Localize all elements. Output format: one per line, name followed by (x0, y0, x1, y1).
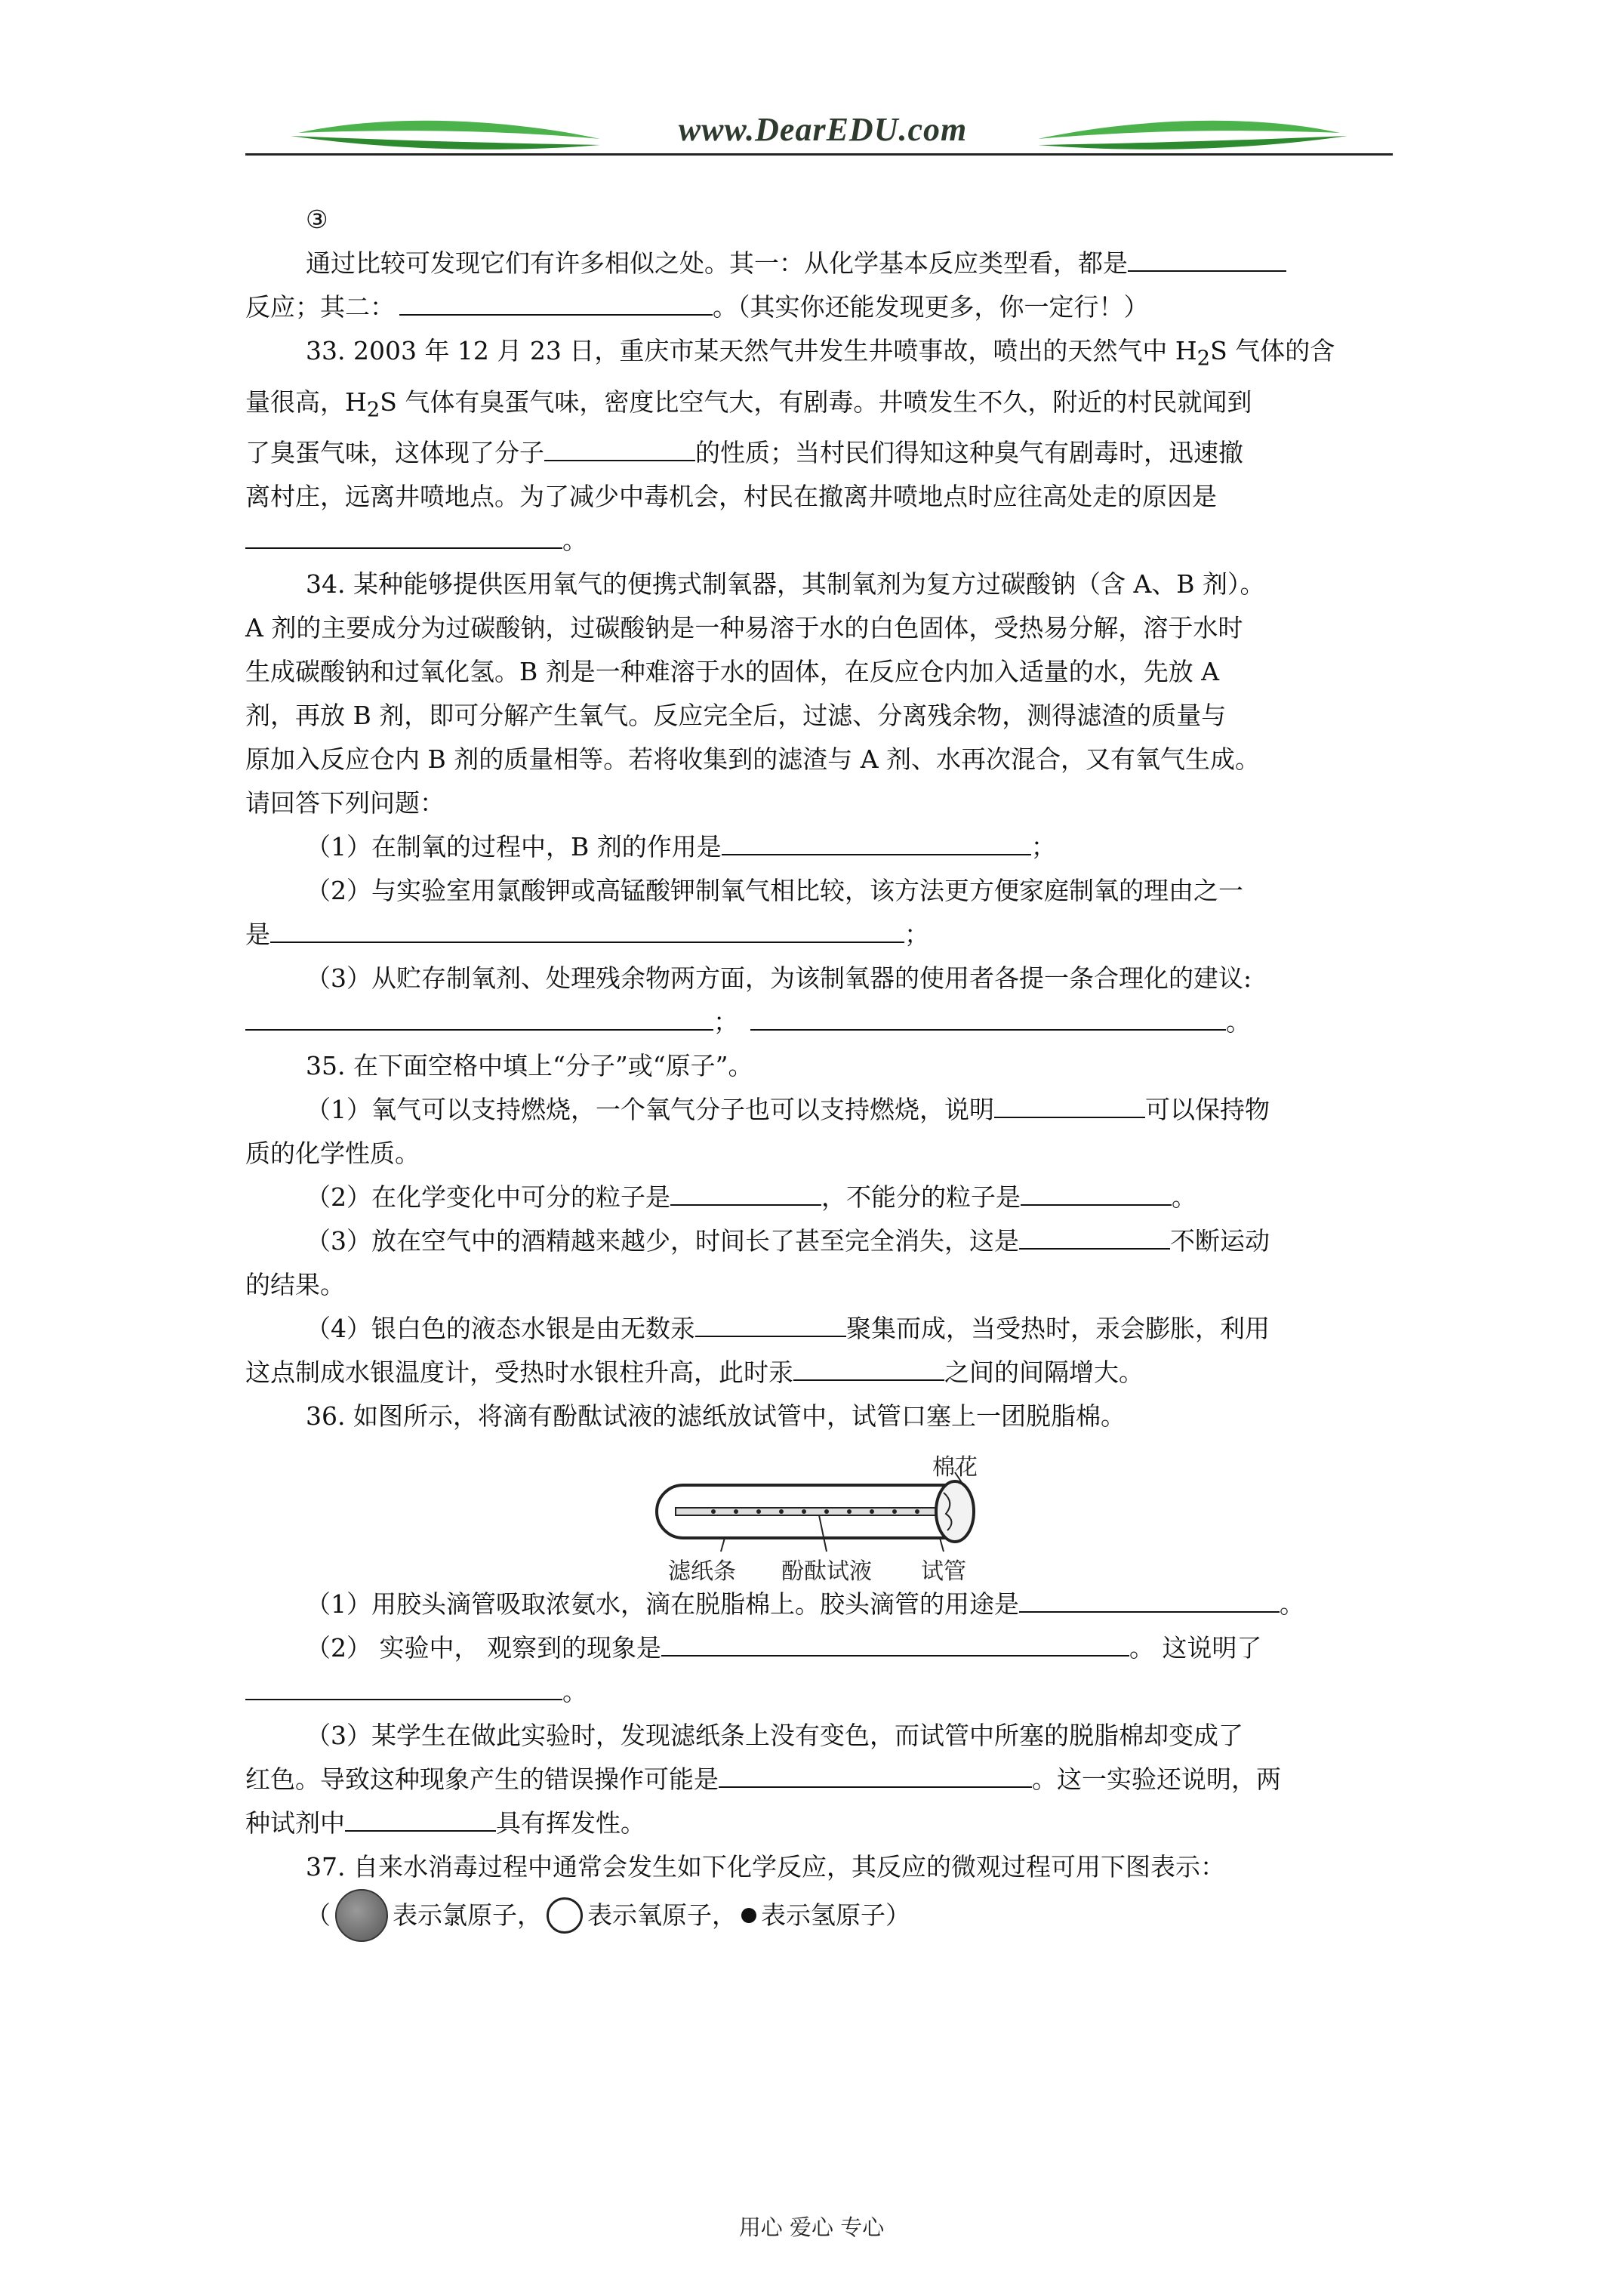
subscript: 2 (366, 397, 380, 422)
q34-sub-2-cont (245, 913, 1393, 957)
q35-sub-4-cont (245, 1351, 1393, 1395)
text: 。 (1280, 1589, 1304, 1620)
q35-sub-3 (245, 1219, 1393, 1263)
answer-blank[interactable] (722, 830, 1031, 855)
q33-line-5 (245, 519, 1393, 562)
answer-blank[interactable] (719, 1762, 1032, 1788)
q34-line-5: 原加入反应仓内 B 剂的质量相等。若将收集到的滤渣与 A 剂、水再次混合，又有氧气生成。 (245, 744, 1261, 775)
text: 具有挥发性。 (496, 1808, 645, 1838)
text: （ (306, 1900, 331, 1931)
site-banner (245, 106, 1393, 165)
answer-blank[interactable] (245, 1005, 713, 1031)
text: 表示氯原子， (393, 1900, 542, 1931)
q36-line-1: 36. 如图所示，将滴有酚酞试液的滤纸放试管中，试管口塞上一团脱脂棉。 (306, 1401, 1126, 1432)
worksheet-body (245, 198, 1393, 1942)
q34-line-6: 请回答下列问题： (245, 788, 445, 818)
q35-sub-1 (245, 1088, 1393, 1132)
answer-blank[interactable] (695, 1311, 846, 1337)
text: ，不能分的粒子是 (821, 1182, 1021, 1213)
q34-line-4: 剂，再放 B 剂，即可分解产生氧气。反应完全后，过滤、分离残余物，测得滤渣的质量与 (245, 701, 1227, 731)
q36-sub-2 (245, 1626, 1393, 1670)
text: 表示氢原子） (761, 1900, 910, 1931)
answer-blank[interactable] (793, 1355, 944, 1381)
subscript: 2 (1196, 346, 1211, 371)
q36-sub-2-cont (245, 1670, 1393, 1714)
text: 表示氧原子， (587, 1900, 737, 1931)
oxygen-atom-icon (547, 1897, 583, 1934)
text: 。 (1226, 1007, 1251, 1037)
text: 红色。导致这种现象产生的错误操作可能是 (245, 1764, 719, 1795)
text: 可以保持物 (1145, 1095, 1270, 1125)
q34-sub-3-cont (245, 1000, 1393, 1044)
q35-sub-1-cont: 质的化学性质。 (245, 1139, 420, 1169)
text: 的性质；当村民们得知这种臭气有剧毒时，迅速撤 (695, 438, 1243, 468)
intro-line-2 (245, 285, 1393, 329)
text: S 气体有臭蛋气味，密度比空气大，有剧毒。井喷发生不久，附近的村民就闻到 (380, 387, 1252, 417)
answer-blank[interactable] (245, 1675, 562, 1700)
text: 这点制成水银温度计，受热时水银柱升高，此时汞 (245, 1358, 793, 1388)
answer-blank[interactable] (345, 1806, 496, 1832)
q35-line-1: 35. 在下面空格中填上“分子”或“原子”。 (306, 1051, 753, 1081)
q35-sub-4 (245, 1307, 1393, 1351)
text: （1）用胶头滴管吸取浓氨水，滴在脱脂棉上。胶头滴管的用途是 (306, 1589, 1019, 1620)
text: 。 (562, 1677, 587, 1707)
intro-line-1 (245, 242, 1393, 285)
q37-line-1: 37. 自来水消毒过程中通常会发生如下化学反应，其反应的微观过程可用下图表示： (306, 1852, 1225, 1882)
answer-blank[interactable] (1019, 1224, 1170, 1250)
text: （1）氧气可以支持燃烧，一个氧气分子也可以支持燃烧，说明 (306, 1095, 994, 1125)
q34-sub-3: （3）从贮存制氧剂、处理残余物两方面，为该制氧器的使用者各提一条合理化的建议: (306, 963, 1252, 994)
test-tube-figure (653, 1446, 1030, 1586)
answer-blank[interactable] (670, 1180, 821, 1206)
q36-sub-3-cont (245, 1758, 1393, 1801)
text: （3）放在空气中的酒精越来越少，时间长了甚至完全消失，这是 (306, 1226, 1019, 1256)
q34-line-2: A 剂的主要成分为过碳酸钠，过碳酸钠是一种易溶于水的白色固体，受热易分解，溶于水时 (245, 613, 1243, 643)
q34-sub-1 (245, 825, 1393, 869)
q34-sub-2: （2）与实验室用氯酸钾或高锰酸钾制氧气相比较，该方法更方便家庭制氧的理由之一 (306, 876, 1243, 906)
text: ； (904, 920, 929, 950)
q34-line-1: 34. 某种能够提供医用氧气的便携式制氧器，其制氧剂为复方过碳酸钠（含 A、B 剂）。 (306, 569, 1265, 599)
answer-blank[interactable] (661, 1631, 1129, 1657)
text: 。（其实你还能发现更多，你一定行！） (713, 292, 1149, 322)
text: 通过比较可发现它们有许多相似之处。其一：从化学基本反应类型看，都是 (306, 248, 1128, 278)
chlorine-atom-icon (335, 1889, 388, 1942)
q33-line-4: 离村庄，远离井喷地点。为了减少中毒机会，村民在撤离井喷地点时应往高处走的原因是 (245, 482, 1217, 512)
q34-line-3: 生成碳酸钠和过氧化氢。B 剂是一种难溶于水的固体，在反应仓内加入适量的水，先放 A (245, 657, 1220, 687)
answer-blank[interactable] (750, 1005, 1226, 1031)
label-cotton: 棉花 (932, 1454, 978, 1481)
text: （2）在化学变化中可分的粒子是 (306, 1182, 670, 1213)
text: 之间的间隔增大。 (944, 1358, 1144, 1388)
q33-line-1 (245, 329, 1393, 381)
q37-atom-legend (245, 1889, 1393, 1942)
text: ； (1030, 832, 1056, 862)
answer-blank[interactable] (1021, 1180, 1172, 1206)
q33-line-3 (245, 431, 1393, 475)
text: 33. 2003 年 12 月 23 日，重庆市某天然气井发生井喷事故，喷出的天然气中 H (306, 336, 1197, 365)
intro-marker: ③ (306, 205, 328, 234)
q35-sub-2 (245, 1176, 1393, 1219)
label-test-tube: 试管 (921, 1558, 966, 1586)
site-url: www.DearEDU.com (678, 111, 968, 148)
text: 。这一实验还说明，两 (1032, 1764, 1281, 1795)
hydrogen-atom-icon (741, 1908, 756, 1923)
q35-sub-3-cont: 的结果。 (245, 1270, 345, 1300)
answer-blank[interactable] (399, 290, 713, 316)
label-reagent: 酚酞试液 (781, 1558, 872, 1586)
label-filter-paper: 滤纸条 (668, 1558, 736, 1586)
header-rule (245, 153, 1393, 156)
text: S 气体的含 (1210, 336, 1335, 365)
answer-blank[interactable] (544, 436, 695, 461)
text: 是 (245, 920, 270, 950)
text: 聚集而成，当受热时，汞会膨胀，利用 (846, 1314, 1270, 1344)
text: 反应；其二： (245, 292, 395, 322)
q36-sub-3-cont-2 (245, 1801, 1393, 1845)
text: （1）在制氧的过程中，B 剂的作用是 (306, 832, 722, 862)
text: ； (713, 1007, 738, 1037)
text: 。 (1172, 1182, 1196, 1213)
q33-line-2 (245, 381, 1393, 432)
text: 。 这说明了 (1129, 1633, 1262, 1663)
answer-blank[interactable] (270, 917, 904, 943)
text: 量很高，H (245, 387, 367, 417)
answer-blank[interactable] (994, 1093, 1145, 1118)
footer-motto: 用心 爱心 专心 (738, 2214, 885, 2240)
answer-blank[interactable] (1019, 1587, 1280, 1613)
text: 不断运动 (1170, 1226, 1270, 1256)
text: 。 (562, 525, 587, 556)
answer-blank[interactable] (245, 523, 562, 549)
text: 种试剂中 (245, 1808, 345, 1838)
text: （2） 实验中， 观察到的现象是 (306, 1633, 661, 1663)
answer-blank[interactable] (1128, 246, 1286, 272)
text: 了臭蛋气味，这体现了分子 (245, 438, 544, 468)
q36-sub-3: （3）某学生在做此实验时，发现滤纸条上没有变色，而试管中所塞的脱脂棉却变成了 (306, 1721, 1243, 1751)
text: （4）银白色的液态水银是由无数汞 (306, 1314, 695, 1344)
